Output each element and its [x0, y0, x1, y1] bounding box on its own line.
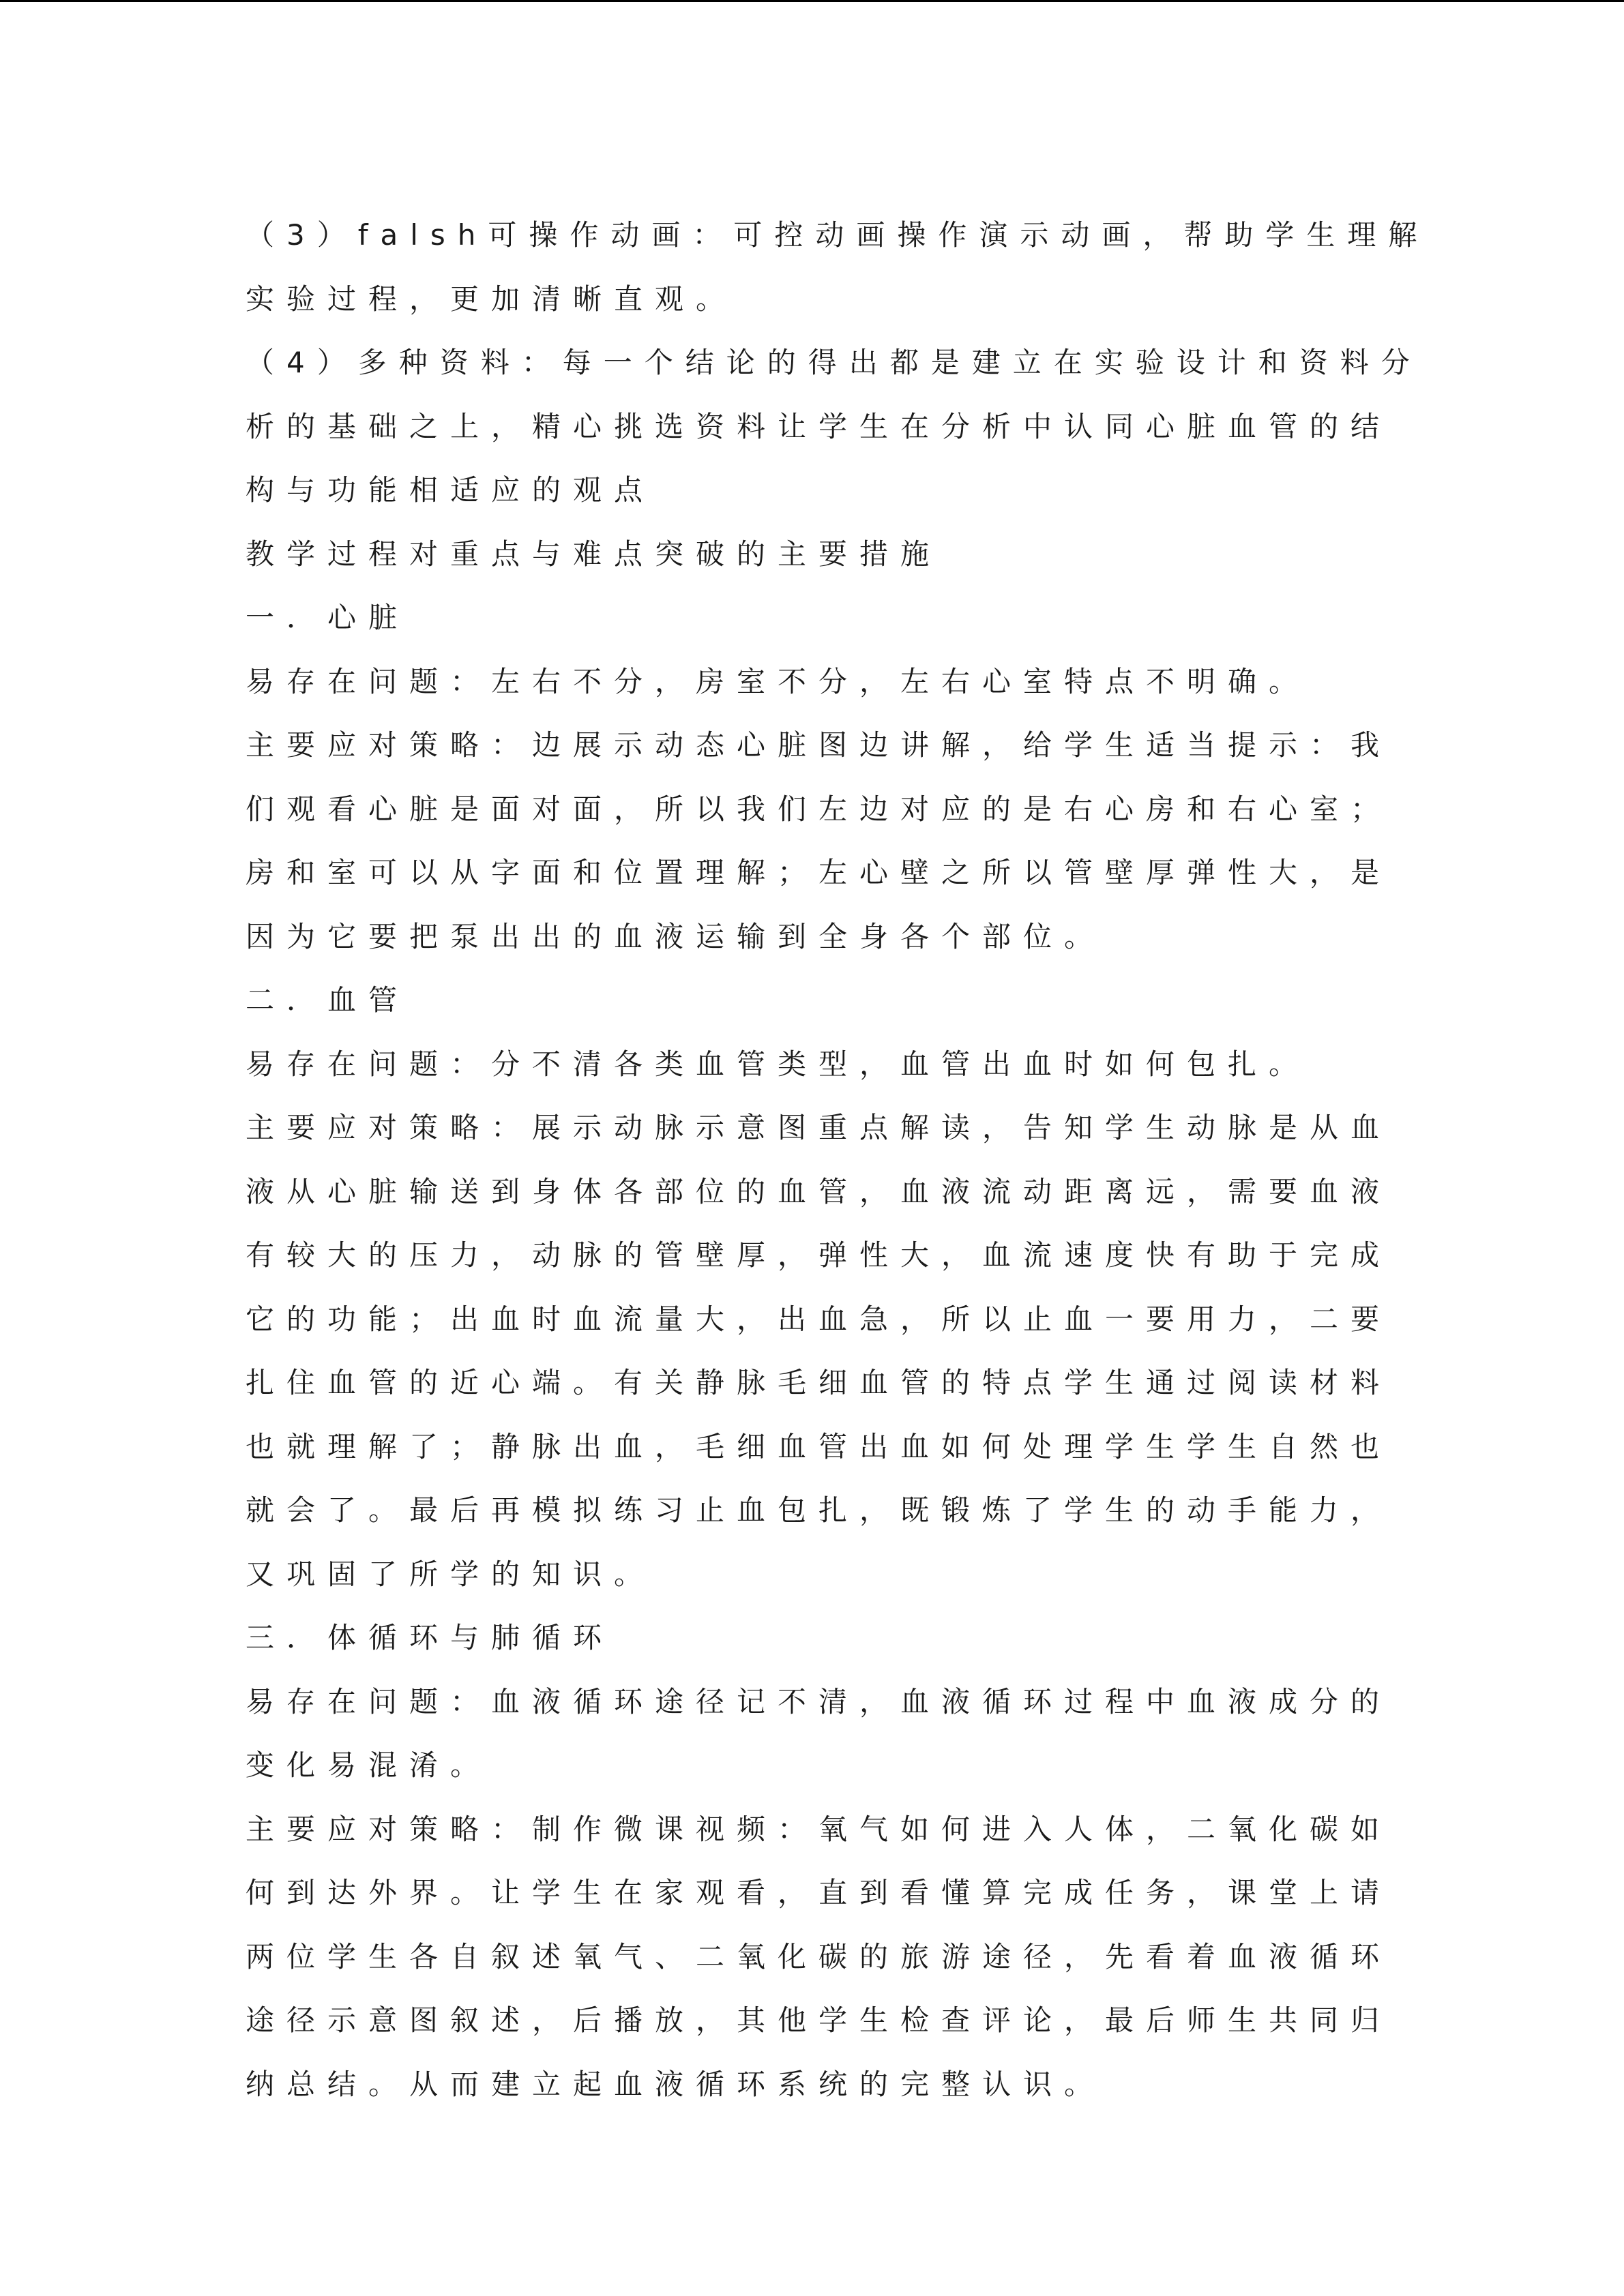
text-line: 析的基础之上，精心挑选资料让学生在分析中认同心脏血管的结 — [246, 409, 1392, 443]
document-body — [246, 203, 1430, 2116]
text-line: 易存在问题：分不清各类血管类型，血管出血时如何包扎。 — [246, 1047, 1310, 1081]
text-line: 两位学生各自叙述氧气、二氧化碳的旅游途径，先看着血液循环 — [246, 1939, 1392, 1973]
text-line: 它的功能；出血时血流量大，出血急，所以止血一要用力，二要 — [246, 1302, 1392, 1336]
text-line: （3）falsh可操作动画：可控动画操作演示动画，帮助学生理解 — [246, 218, 1430, 252]
section-heading: 教学过程对重点与难点突破的主要措施 — [246, 537, 942, 571]
text-line: 有较大的压力，动脉的管壁厚，弹性大，血流速度快有助于完成 — [246, 1238, 1392, 1272]
text-line: 房和室可以从字面和位置理解；左心壁之所以管壁厚弹性大，是 — [246, 856, 1392, 889]
text-line: 途径示意图叙述，后播放，其他学生检查评论，最后师生共同归 — [246, 2003, 1392, 2037]
text-line: 因为它要把泵出出的血液运输到全身各个部位。 — [246, 919, 1106, 953]
text-line: 也就理解了；静脉出血，毛细血管出血如何处理学生学生自然也 — [246, 1429, 1392, 1463]
text-line: 们观看心脏是面对面，所以我们左边对应的是右心房和右心室； — [246, 792, 1392, 826]
text-line: 何到达外界。让学生在家观看，直到看懂算完成任务，课堂上请 — [246, 1876, 1392, 1909]
text-line: 又巩固了所学的知识。 — [246, 1557, 655, 1591]
text-line: 构与功能相适应的观点 — [246, 473, 655, 507]
text-line: 就会了。最后再模拟练习止血包扎，既锻炼了学生的动手能力， — [246, 1493, 1392, 1527]
text-line: 易存在问题：左右不分，房室不分，左右心室特点不明确。 — [246, 664, 1310, 698]
text-line: 扎住血管的近心端。有关静脉毛细血管的特点学生通过阅读材料 — [246, 1366, 1392, 1399]
subsection-heading-heart: 一．心脏 — [246, 601, 410, 634]
text-line: 主要应对策略：展示动脉示意图重点解读，告知学生动脉是从血 — [246, 1111, 1392, 1144]
text-line: 易存在问题：血液循环途径记不清，血液循环过程中血液成分的 — [246, 1684, 1392, 1718]
text-line: 变化易混淆。 — [246, 1748, 492, 1782]
text-line: 液从心脏输送到身体各部位的血管，血液流动距离远，需要血液 — [246, 1174, 1392, 1208]
text-line: 主要应对策略：边展示动态心脏图边讲解，给学生适当提示：我 — [246, 728, 1392, 762]
text-line: （4）多种资料：每一个结论的得出都是建立在实验设计和资料分 — [246, 346, 1422, 379]
subsection-heading-circulation: 三．体循环与肺循环 — [246, 1621, 615, 1654]
subsection-heading-vessels: 二．血管 — [246, 983, 410, 1017]
text-line: 纳总结。从而建立起血液循环系统的完整认识。 — [246, 2067, 1106, 2101]
text-line: 实验过程，更加清晰直观。 — [246, 282, 737, 316]
text-line: 主要应对策略：制作微课视频：氧气如何进入人体，二氧化碳如 — [246, 1812, 1392, 1846]
